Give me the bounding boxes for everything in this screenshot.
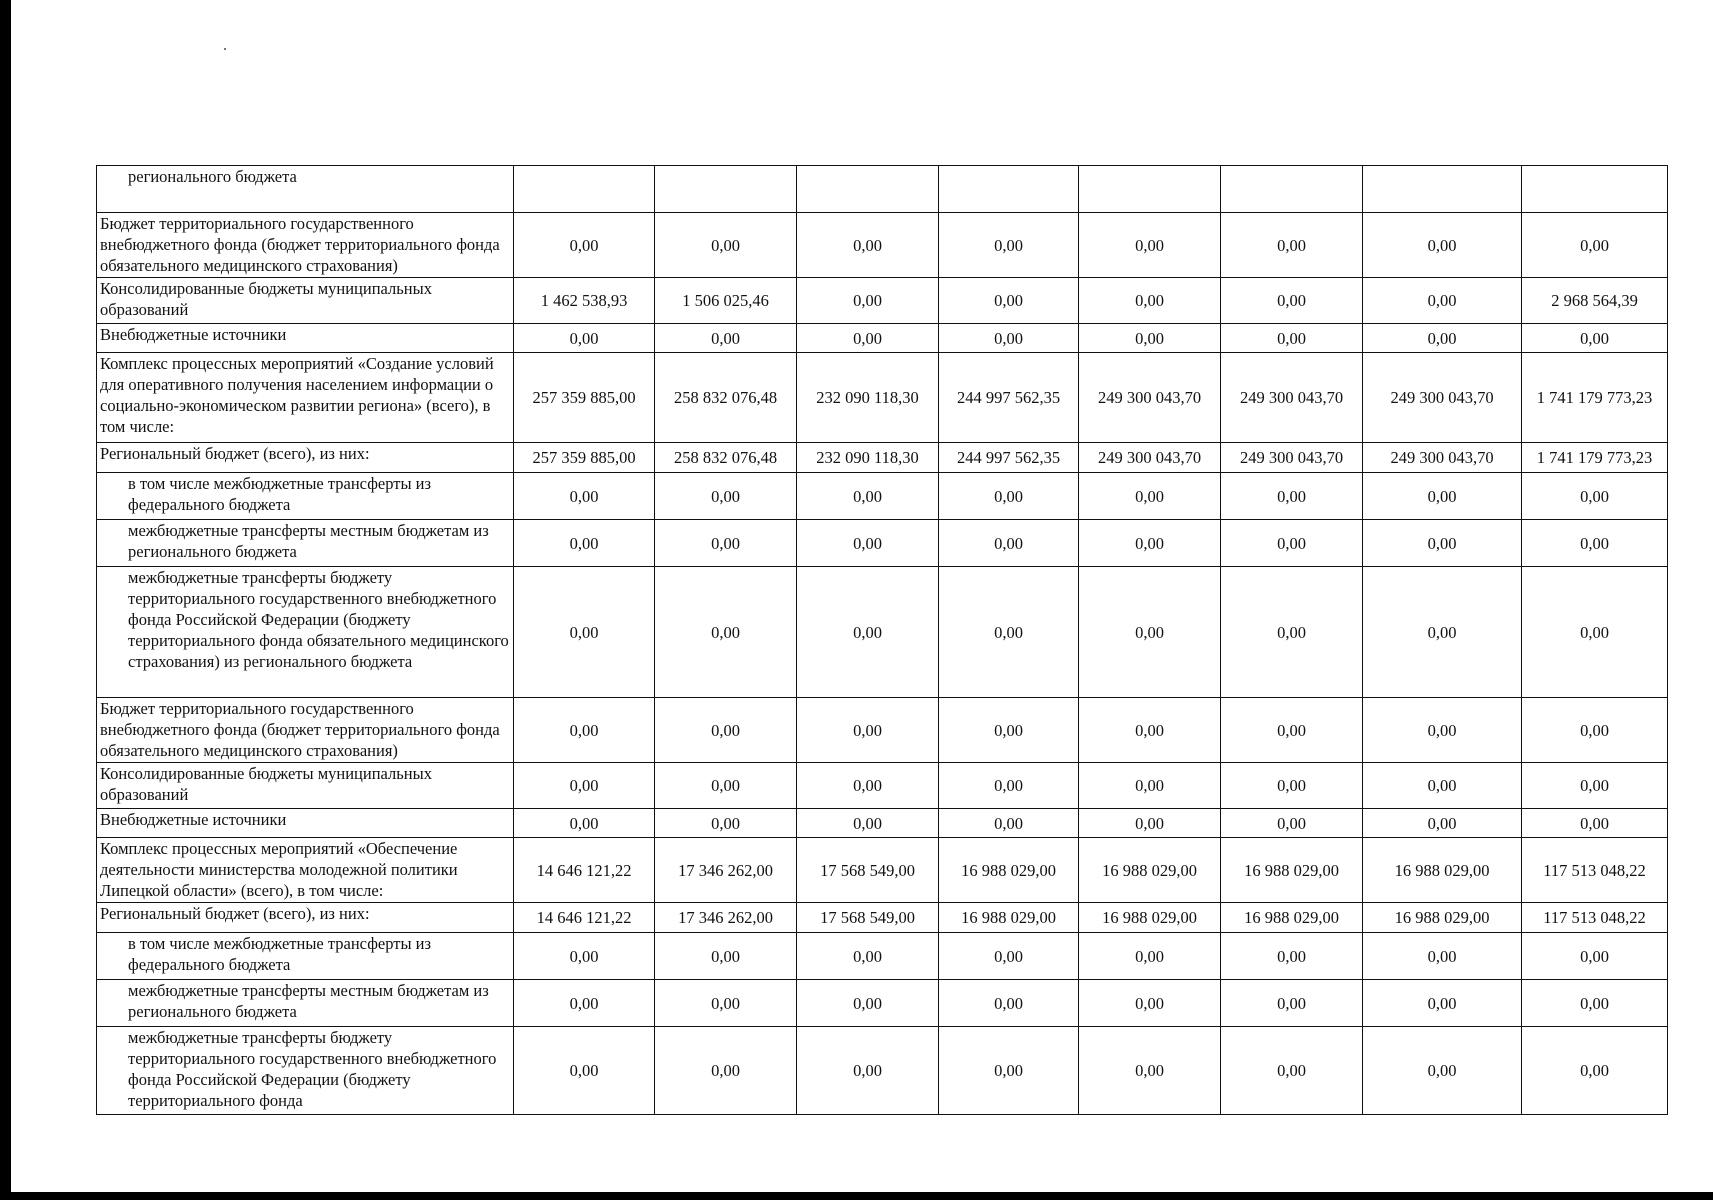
- value-cell: 249 300 043,70: [1221, 353, 1363, 443]
- value-cell: 0,00: [1221, 980, 1363, 1027]
- row-label: регионального бюджета: [97, 166, 514, 213]
- value-cell: 0,00: [655, 213, 797, 278]
- value-cell: 16 988 029,00: [1363, 903, 1522, 933]
- value-cell: 0,00: [797, 324, 939, 353]
- value-cell: 0,00: [655, 324, 797, 353]
- value-cell: 0,00: [1363, 763, 1522, 809]
- value-cell: 232 090 118,30: [797, 443, 939, 473]
- row-label: в том числе межбюджетные трансферты из федерального бюджета: [97, 933, 514, 980]
- value-cell: 0,00: [1522, 520, 1668, 567]
- value-cell: 1 506 025,46: [655, 278, 797, 324]
- budget-table: [96, 165, 1668, 1115]
- table-row: [97, 473, 1668, 520]
- row-label: межбюджетные трансферты местным бюджетам из регионального бюджета: [97, 980, 514, 1027]
- value-cell: 0,00: [797, 520, 939, 567]
- value-cell: 0,00: [1079, 809, 1221, 838]
- value-cell: [1363, 166, 1522, 213]
- table-row: [97, 520, 1668, 567]
- table-row: [97, 838, 1668, 903]
- value-cell: 0,00: [1522, 809, 1668, 838]
- value-cell: 0,00: [797, 980, 939, 1027]
- value-cell: 0,00: [655, 473, 797, 520]
- table-row: [97, 443, 1668, 473]
- scan-bottom-edge: [0, 1192, 1713, 1200]
- table-row: [97, 278, 1668, 324]
- value-cell: 0,00: [1522, 213, 1668, 278]
- value-cell: 249 300 043,70: [1363, 443, 1522, 473]
- row-label: Консолидированные бюджеты муниципальных образований: [97, 763, 514, 809]
- value-cell: 2 968 564,39: [1522, 278, 1668, 324]
- value-cell: 0,00: [1522, 324, 1668, 353]
- value-cell: 0,00: [1221, 520, 1363, 567]
- value-cell: 0,00: [514, 809, 655, 838]
- value-cell: 0,00: [1221, 698, 1363, 763]
- value-cell: 1 462 538,93: [514, 278, 655, 324]
- value-cell: 14 646 121,22: [514, 903, 655, 933]
- value-cell: 0,00: [1363, 809, 1522, 838]
- value-cell: 0,00: [939, 980, 1079, 1027]
- value-cell: 0,00: [1522, 763, 1668, 809]
- value-cell: 0,00: [797, 763, 939, 809]
- value-cell: 232 090 118,30: [797, 353, 939, 443]
- value-cell: 0,00: [1221, 213, 1363, 278]
- value-cell: 16 988 029,00: [939, 838, 1079, 903]
- value-cell: 0,00: [1079, 278, 1221, 324]
- value-cell: [514, 166, 655, 213]
- row-label: Комплекс процессных мероприятий «Создание условий для оперативного получения населением информации о социально-экономическом развитии региона» (всего), в том числе:: [97, 353, 514, 443]
- row-label: Консолидированные бюджеты муниципальных образований: [97, 278, 514, 324]
- value-cell: 0,00: [1522, 473, 1668, 520]
- row-label: Внебюджетные источники: [97, 809, 514, 838]
- table-row: [97, 166, 1668, 213]
- table-row: [97, 1027, 1668, 1115]
- row-label: межбюджетные трансферты бюджету территориального государственного внебюджетного фонда Российской Федерации (бюджету территориального фонда: [97, 1027, 514, 1115]
- value-cell: [797, 166, 939, 213]
- value-cell: 0,00: [1221, 324, 1363, 353]
- value-cell: 0,00: [514, 698, 655, 763]
- row-label: Региональный бюджет (всего), из них:: [97, 443, 514, 473]
- table-row: [97, 933, 1668, 980]
- value-cell: 0,00: [1522, 933, 1668, 980]
- value-cell: 0,00: [655, 1027, 797, 1115]
- value-cell: 0,00: [1079, 324, 1221, 353]
- value-cell: 0,00: [514, 213, 655, 278]
- value-cell: 257 359 885,00: [514, 443, 655, 473]
- table-row: [97, 903, 1668, 933]
- value-cell: 257 359 885,00: [514, 353, 655, 443]
- scan-left-edge: [0, 0, 11, 1200]
- table-row: [97, 353, 1668, 443]
- row-label: Бюджет территориального государственного внебюджетного фонда (бюджет территориального фонда обязательного медицинского страхования): [97, 698, 514, 763]
- value-cell: 17 568 549,00: [797, 903, 939, 933]
- value-cell: 0,00: [1363, 933, 1522, 980]
- scan-speck: [224, 48, 226, 50]
- value-cell: 0,00: [1363, 213, 1522, 278]
- value-cell: 0,00: [655, 520, 797, 567]
- value-cell: 0,00: [514, 567, 655, 698]
- value-cell: 0,00: [1079, 933, 1221, 980]
- value-cell: 0,00: [514, 324, 655, 353]
- value-cell: 0,00: [655, 980, 797, 1027]
- value-cell: 0,00: [1221, 473, 1363, 520]
- value-cell: 249 300 043,70: [1363, 353, 1522, 443]
- table-row: [97, 980, 1668, 1027]
- value-cell: 0,00: [1522, 698, 1668, 763]
- value-cell: [1079, 166, 1221, 213]
- value-cell: 0,00: [939, 809, 1079, 838]
- value-cell: 0,00: [514, 1027, 655, 1115]
- value-cell: 0,00: [514, 763, 655, 809]
- row-label: межбюджетные трансферты бюджету территориального государственного внебюджетного фонда Российской Федерации (бюджету территориального фонда обязательного медицинского страхования) из регионального бюджета: [97, 567, 514, 698]
- value-cell: 0,00: [1079, 763, 1221, 809]
- value-cell: 0,00: [797, 933, 939, 980]
- value-cell: 0,00: [797, 213, 939, 278]
- value-cell: 0,00: [655, 567, 797, 698]
- value-cell: 0,00: [939, 567, 1079, 698]
- value-cell: 0,00: [655, 763, 797, 809]
- value-cell: 0,00: [1079, 1027, 1221, 1115]
- value-cell: 244 997 562,35: [939, 353, 1079, 443]
- value-cell: 0,00: [1221, 567, 1363, 698]
- value-cell: 117 513 048,22: [1522, 838, 1668, 903]
- value-cell: 0,00: [939, 213, 1079, 278]
- value-cell: 0,00: [1363, 520, 1522, 567]
- table-row: [97, 324, 1668, 353]
- value-cell: 0,00: [939, 933, 1079, 980]
- table-row: [97, 763, 1668, 809]
- value-cell: 117 513 048,22: [1522, 903, 1668, 933]
- value-cell: 0,00: [1522, 980, 1668, 1027]
- value-cell: 16 988 029,00: [939, 903, 1079, 933]
- value-cell: 0,00: [1522, 567, 1668, 698]
- row-label: Бюджет территориального государственного внебюджетного фонда (бюджет территориального фонда обязательного медицинского страхования): [97, 213, 514, 278]
- value-cell: 0,00: [1363, 698, 1522, 763]
- value-cell: 0,00: [797, 278, 939, 324]
- value-cell: 0,00: [797, 473, 939, 520]
- document-page: [96, 165, 1667, 1115]
- value-cell: 0,00: [1079, 567, 1221, 698]
- value-cell: 17 568 549,00: [797, 838, 939, 903]
- table-row: [97, 567, 1668, 698]
- value-cell: 0,00: [655, 933, 797, 980]
- value-cell: 0,00: [1221, 278, 1363, 324]
- value-cell: 0,00: [1221, 1027, 1363, 1115]
- table-row: [97, 698, 1668, 763]
- value-cell: 0,00: [1079, 698, 1221, 763]
- value-cell: 0,00: [1363, 278, 1522, 324]
- value-cell: 0,00: [939, 1027, 1079, 1115]
- value-cell: 0,00: [939, 278, 1079, 324]
- value-cell: 0,00: [1363, 1027, 1522, 1115]
- value-cell: 0,00: [1079, 980, 1221, 1027]
- value-cell: 249 300 043,70: [1221, 443, 1363, 473]
- value-cell: 0,00: [1363, 980, 1522, 1027]
- row-label: в том числе межбюджетные трансферты из федерального бюджета: [97, 473, 514, 520]
- value-cell: 0,00: [797, 567, 939, 698]
- row-label: Региональный бюджет (всего), из них:: [97, 903, 514, 933]
- table-body: [97, 166, 1668, 1115]
- value-cell: 258 832 076,48: [655, 443, 797, 473]
- value-cell: 0,00: [514, 473, 655, 520]
- value-cell: 0,00: [797, 1027, 939, 1115]
- value-cell: 244 997 562,35: [939, 443, 1079, 473]
- value-cell: 0,00: [514, 520, 655, 567]
- value-cell: 0,00: [514, 933, 655, 980]
- value-cell: 16 988 029,00: [1363, 838, 1522, 903]
- row-label: межбюджетные трансферты местным бюджетам из регионального бюджета: [97, 520, 514, 567]
- value-cell: [1522, 166, 1668, 213]
- value-cell: 17 346 262,00: [655, 903, 797, 933]
- value-cell: 14 646 121,22: [514, 838, 655, 903]
- value-cell: 0,00: [514, 980, 655, 1027]
- value-cell: 16 988 029,00: [1079, 838, 1221, 903]
- value-cell: 0,00: [655, 809, 797, 838]
- value-cell: 1 741 179 773,23: [1522, 353, 1668, 443]
- value-cell: 0,00: [1221, 763, 1363, 809]
- value-cell: 0,00: [1221, 933, 1363, 980]
- value-cell: 0,00: [1363, 567, 1522, 698]
- value-cell: 258 832 076,48: [655, 353, 797, 443]
- value-cell: 0,00: [1522, 1027, 1668, 1115]
- value-cell: 0,00: [1079, 473, 1221, 520]
- table-row: [97, 213, 1668, 278]
- value-cell: 0,00: [797, 809, 939, 838]
- row-label: Внебюджетные источники: [97, 324, 514, 353]
- value-cell: 0,00: [1079, 520, 1221, 567]
- row-label: Комплекс процессных мероприятий «Обеспечение деятельности министерства молодежной политики Липецкой области» (всего), в том числе:: [97, 838, 514, 903]
- value-cell: [1221, 166, 1363, 213]
- value-cell: 0,00: [939, 698, 1079, 763]
- value-cell: 0,00: [939, 763, 1079, 809]
- value-cell: 249 300 043,70: [1079, 353, 1221, 443]
- value-cell: [939, 166, 1079, 213]
- value-cell: 16 988 029,00: [1079, 903, 1221, 933]
- value-cell: 17 346 262,00: [655, 838, 797, 903]
- value-cell: 0,00: [1221, 809, 1363, 838]
- value-cell: 0,00: [1079, 213, 1221, 278]
- value-cell: 16 988 029,00: [1221, 903, 1363, 933]
- value-cell: 16 988 029,00: [1221, 838, 1363, 903]
- value-cell: 0,00: [1363, 473, 1522, 520]
- value-cell: 0,00: [655, 698, 797, 763]
- value-cell: 0,00: [939, 324, 1079, 353]
- table-row: [97, 809, 1668, 838]
- value-cell: 1 741 179 773,23: [1522, 443, 1668, 473]
- value-cell: [655, 166, 797, 213]
- value-cell: 0,00: [939, 520, 1079, 567]
- value-cell: 0,00: [1363, 324, 1522, 353]
- value-cell: 0,00: [939, 473, 1079, 520]
- value-cell: 249 300 043,70: [1079, 443, 1221, 473]
- value-cell: 0,00: [797, 698, 939, 763]
